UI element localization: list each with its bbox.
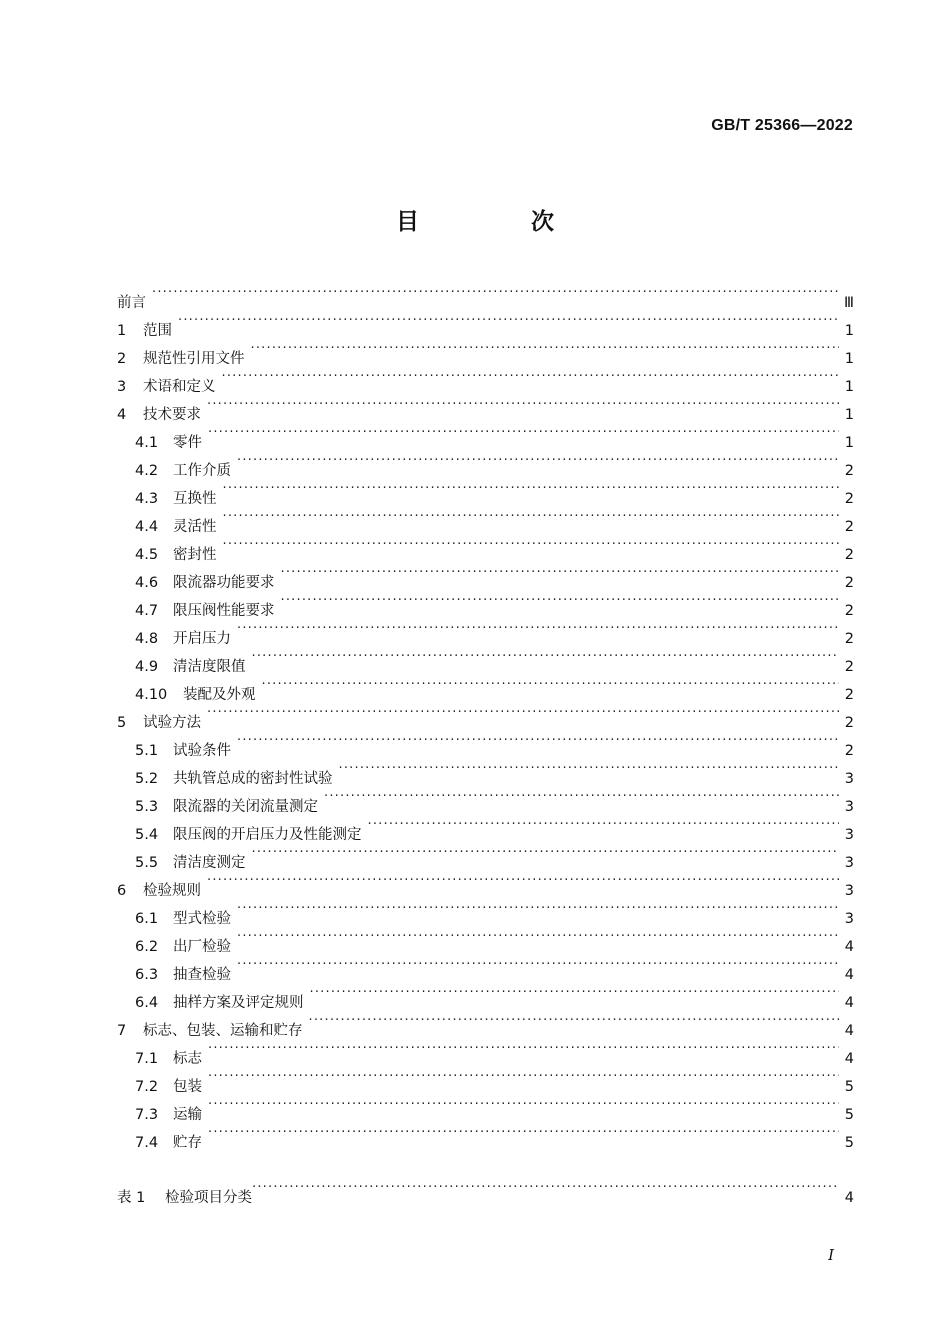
toc-entry-number: 5.3 [135,799,159,815]
toc-entry-title: 密封性 [173,547,217,563]
toc-entry[interactable] [117,447,854,479]
dot-leader [207,391,839,419]
toc-entry-page: 2 [844,463,854,479]
toc-entry-number: 5.4 [135,827,159,843]
toc-entry-number: 7.2 [135,1079,159,1095]
toc-entry-page: 4 [844,1023,854,1039]
dot-leader [208,1035,839,1063]
toc-entry-page: 2 [844,519,854,535]
toc-entry-page: 2 [844,715,854,731]
toc-entry-title: 前言 [117,295,146,311]
toc-entry-page: 2 [844,687,854,703]
table-of-contents [117,279,854,1151]
toc-entry-page: 4 [844,995,854,1011]
toc-entry-number: 1 [117,323,127,339]
toc-entry-number: 5.2 [135,771,159,787]
toc-entry-number: 7.1 [135,1051,159,1067]
toc-entry-title: 限流器功能要求 [173,575,275,591]
toc-entry-title: 清洁度测定 [173,855,246,871]
toc-entry-number: 4.2 [135,463,159,479]
toc-entry-page: 4 [844,939,854,955]
dot-leader [237,895,839,923]
toc-entry-page: 2 [844,603,854,619]
table-list-entry[interactable] [117,1174,854,1206]
toc-entry-page: 5 [844,1079,854,1095]
toc-entry-title: 术语和定义 [143,379,216,395]
toc-entry-number: 4.4 [135,519,159,535]
dot-leader [339,755,839,783]
toc-entry[interactable] [117,335,854,367]
toc-entry-number: 7 [117,1023,127,1039]
toc-entry[interactable] [117,1091,854,1123]
dot-leader [310,979,839,1007]
toc-entry-title: 灵活性 [173,519,217,535]
toc-entry-number: 4.3 [135,491,159,507]
toc-entry-title: 标志、包装、运输和贮存 [143,1023,303,1039]
toc-entry-page: 2 [844,547,854,563]
toc-entry-page: 1 [844,351,854,367]
toc-entry[interactable] [117,699,854,731]
toc-entry-number: 4 [117,407,127,423]
dot-leader [237,727,839,755]
toc-entry[interactable] [117,727,854,759]
toc-entry-page: 2 [844,659,854,675]
toc-entry-title: 出厂检验 [173,939,231,955]
toc-entry-page: 3 [844,855,854,871]
toc-entry-title: 贮存 [173,1135,202,1151]
toc-entry-title: 试验条件 [173,743,231,759]
toc-entry[interactable] [117,419,854,451]
table-page: 4 [844,1190,854,1206]
toc-entry[interactable] [117,475,854,507]
page-folio: I [828,1246,834,1264]
toc-entry[interactable] [117,867,854,899]
toc-entry-title: 清洁度限值 [173,659,246,675]
toc-entry-number: 5.5 [135,855,159,871]
toc-entry-number: 5.1 [135,743,159,759]
toc-entry-number: 4.7 [135,603,159,619]
toc-entry[interactable] [117,307,854,339]
toc-entry-page: 3 [844,883,854,899]
dot-leader [208,419,839,447]
dot-leader [223,503,839,531]
toc-entry-number: 4.1 [135,435,159,451]
toc-entry-number: 7.3 [135,1107,159,1123]
toc-entry[interactable] [117,895,854,927]
dot-leader [252,839,839,867]
dot-leader [237,615,839,643]
toc-entry-number: 6.4 [135,995,159,1011]
toc-entry-page: 3 [844,911,854,927]
dot-leader [223,475,839,503]
dot-leader [324,783,839,811]
toc-entry-page: 5 [844,1135,854,1151]
dot-leader [252,1174,839,1202]
toc-entry-page: 1 [844,435,854,451]
toc-entry-title: 零件 [173,435,202,451]
toc-entry-title: 限压阀的开启压力及性能测定 [173,827,362,843]
toc-entry[interactable] [117,503,854,535]
toc-entry-page: 1 [844,407,854,423]
dot-leader [152,279,838,307]
toc-entry-title: 检验规则 [143,883,201,899]
toc-entry-number: 6.3 [135,967,159,983]
toc-entry-number: 4.5 [135,547,159,563]
toc-entry-page: 3 [844,827,854,843]
toc-entry[interactable] [117,279,854,311]
toc-entry-title: 规范性引用文件 [143,351,245,367]
toc-entry[interactable] [117,363,854,395]
toc-entry-title: 技术要求 [143,407,201,423]
dot-leader [251,335,839,363]
standard-code: GB/T 25366—2022 [711,117,853,134]
toc-entry-number: 6 [117,883,127,899]
toc-entry[interactable] [117,391,854,423]
dot-leader [207,867,839,895]
toc-entry-title: 开启压力 [173,631,231,647]
toc-entry-page: 2 [844,743,854,759]
toc-entry[interactable] [117,531,854,563]
dot-leader [208,1091,839,1119]
toc-entry-number: 3 [117,379,127,395]
toc-entry-title: 互换性 [173,491,217,507]
dot-leader [222,363,839,391]
toc-entry-title: 抽样方案及评定规则 [173,995,304,1011]
toc-entry-title: 限压阀性能要求 [173,603,275,619]
toc-entry-title: 包装 [173,1079,202,1095]
toc-entry-number: 4.10 [135,687,168,703]
toc-entry[interactable] [117,1063,854,1095]
toc-entry-number: 6.2 [135,939,159,955]
toc-entry-number: 5 [117,715,127,731]
toc-entry-title: 运输 [173,1107,202,1123]
toc-entry-page: 5 [844,1107,854,1123]
dot-leader [262,671,839,699]
toc-entry[interactable] [117,1119,854,1151]
toc-entry-number: 2 [117,351,127,367]
toc-entry-title: 范围 [143,323,172,339]
table-title: 检验项目分类 [165,1190,252,1206]
dot-leader [237,951,839,979]
toc-entry-number: 6.1 [135,911,159,927]
toc-entry-page: Ⅲ [844,295,854,311]
toc-entry-number: 4.6 [135,575,159,591]
table-number: 表 1 [117,1190,146,1206]
toc-entry-title: 试验方法 [143,715,201,731]
toc-entry-page: 4 [844,967,854,983]
dot-leader [237,923,839,951]
dot-leader [281,559,839,587]
toc-entry-number: 4.9 [135,659,159,675]
toc-entry-title: 标志 [173,1051,202,1067]
toc-entry-title: 装配及外观 [183,687,256,703]
dot-leader [368,811,839,839]
dot-leader [309,1007,839,1035]
toc-entry-page: 2 [844,491,854,507]
dot-leader [223,531,839,559]
toc-entry-number: 7.4 [135,1135,159,1151]
dot-leader [207,699,839,727]
toc-entry-page: 3 [844,771,854,787]
toc-entry-title: 限流器的关闭流量测定 [173,799,318,815]
dot-leader [208,1063,839,1091]
toc-entry-number: 4.8 [135,631,159,647]
toc-entry[interactable] [117,559,854,591]
toc-entry-page: 4 [844,1051,854,1067]
toc-entry-title: 抽查检验 [173,967,231,983]
dot-leader [252,643,839,671]
toc-entry-title: 工作介质 [173,463,231,479]
toc-entry-title: 共轨管总成的密封性试验 [173,771,333,787]
toc-entry-title: 型式检验 [173,911,231,927]
toc-entry-page: 3 [844,799,854,815]
page-title: 目 次 [395,209,606,235]
toc-entry[interactable] [117,1035,854,1067]
dot-leader [208,1119,839,1147]
toc-entry-page: 2 [844,575,854,591]
dot-leader [178,307,839,335]
toc-entry-page: 1 [844,323,854,339]
dot-leader [237,447,839,475]
toc-entry-page: 1 [844,379,854,395]
list-of-tables [117,1174,854,1206]
toc-entry-page: 2 [844,631,854,647]
dot-leader [281,587,839,615]
